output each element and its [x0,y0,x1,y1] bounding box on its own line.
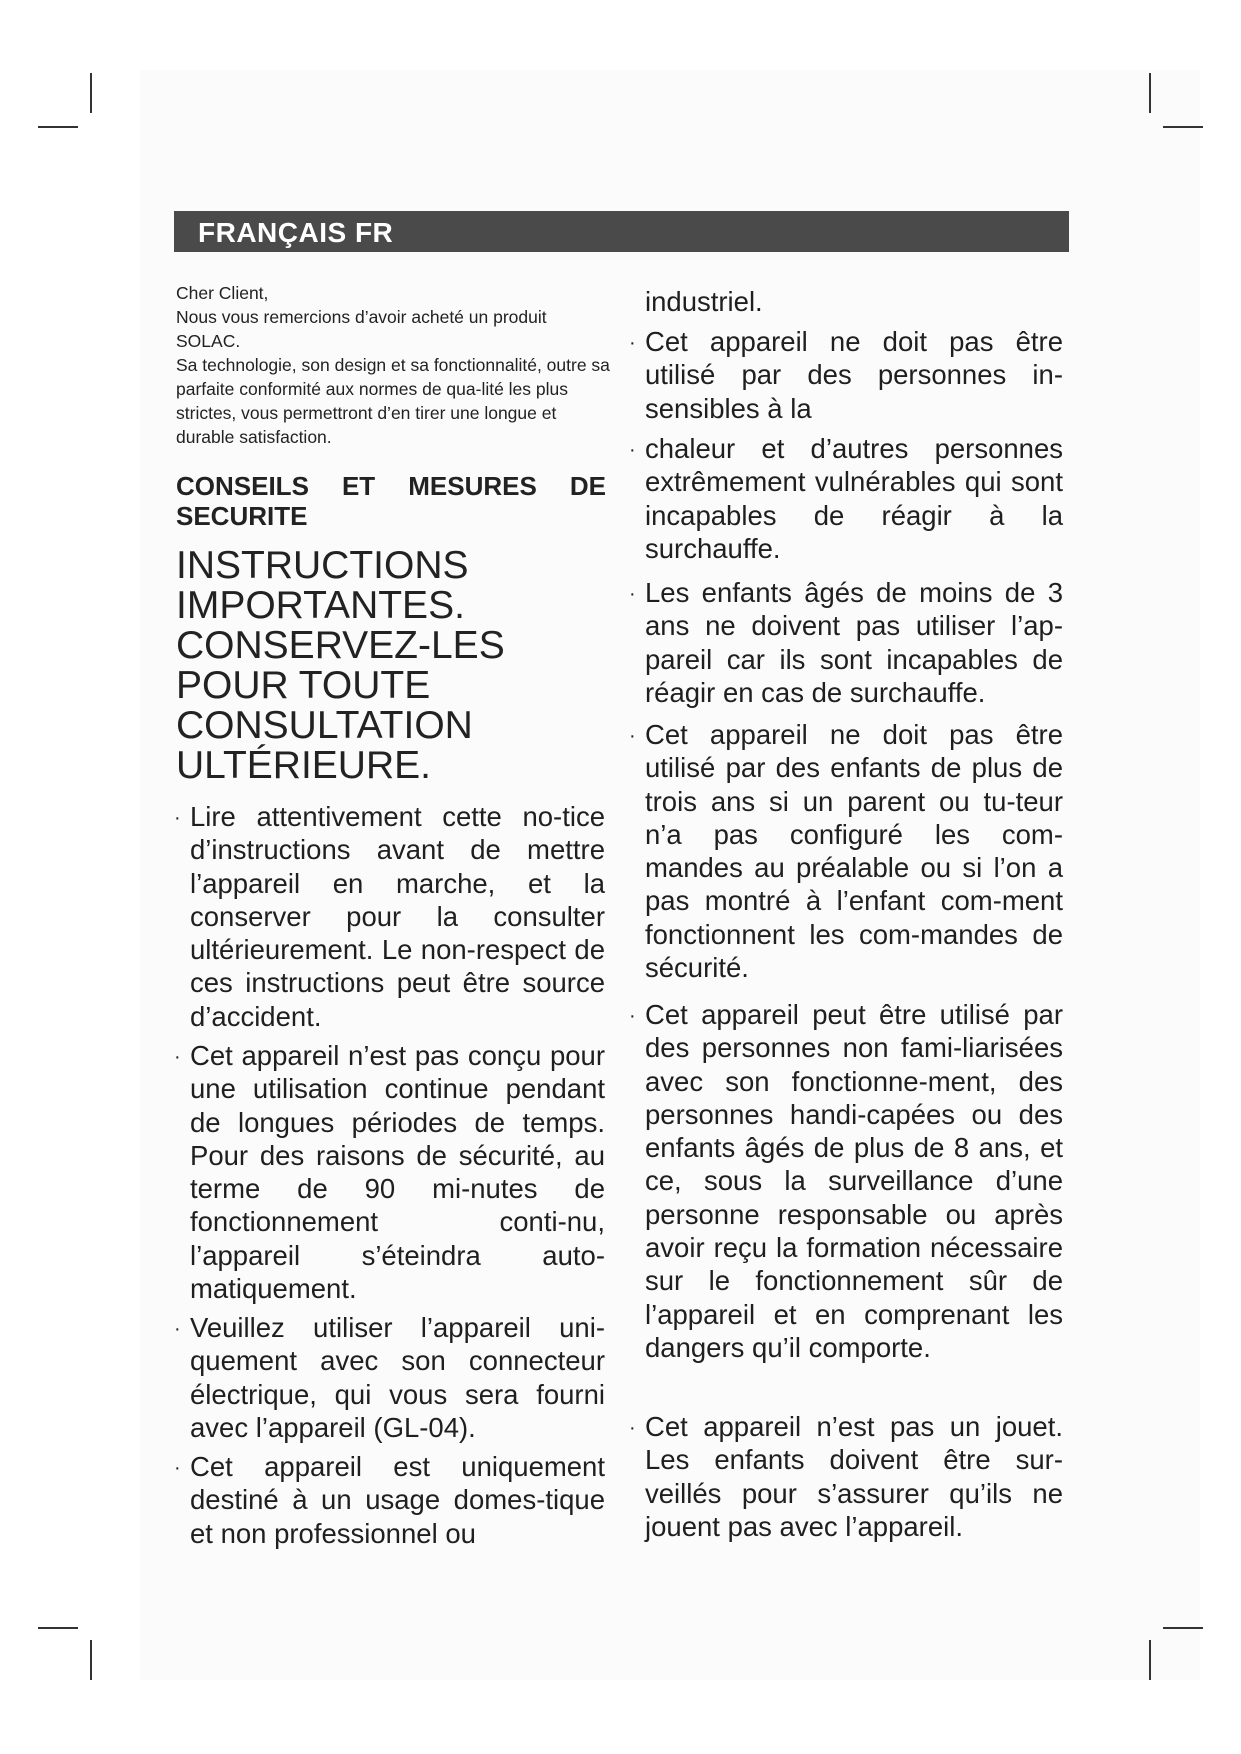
right-bullet-4-text: Cet appareil ne doit pas être utilisé par des enfants de plus de trois ans si un parent ou tu-teur n’a pas configuré les com-mandes au préalable ou si l’on a pas montré à l’enfant com-ment fonctionnent les com-mandes de sécurité. [645,719,1063,984]
bullet-mark: · [629,725,636,747]
bullet-mark: · [629,1417,636,1439]
crop-mark-bottom-right-v [1149,1640,1151,1680]
intro-text [176,281,611,449]
right-bullet-3-text: Les enfants âgés de moins de 3 ans ne doivent pas utiliser l’ap-pareil car ils sont incapables de réagir en cas de surchauffe. [645,577,1063,708]
right-bullet-5-text: Cet appareil peut être utilisé par des personnes non fami-liarisées avec son fonctionne-ment, des personnes handi-capées ou des enfants âgés de plus de 8 ans, et ce, sous la surveillance d’une personne responsable ou après avoir reçu la formation nécessaire sur le fonctionnement sûr de l’appareil et en comprenant les dangers qu’il comporte. [645,999,1063,1363]
crop-mark-bottom-left-h [38,1627,78,1629]
left-bullet-1 [174,800,605,1033]
bullet-mark: · [629,583,636,605]
safety-heading: CONSEILS ET MESURES DE SECURITE [176,471,606,531]
crop-mark-top-left-h [38,126,78,128]
bullet-mark: · [174,1318,181,1340]
left-bullet-2-text: Cet appareil n’est pas conçu pour une utilisation continue pendant de longues périodes de temps. Pour des raisons de sécurité, au terme de 90 mi-nutes de fonctionnement conti-nu, l’appareil s’éteindra auto-matiquement. [190,1040,605,1305]
bullet-mark: · [174,1046,181,1068]
intro-body: Sa technologie, son design et sa fonctionnalité, outre sa parfaite conformité aux normes de qua-lité les plus strictes, vous permettront d’en tirer une longue et durable satisfaction. [176,355,610,447]
left-bullet-1-text: Lire attentivement cette no-tice d’instructions avant de mettre l’appareil en marche, et la conserver pour la consulter ultérieurement. Le non-respect de ces instructions peut être source d’accident. [190,801,605,1032]
right-bullet-4 [629,718,1063,984]
right-bullet-1-text: Cet appareil ne doit pas être utilisé par des personnes in-sensibles à la [645,326,1063,424]
bullet-mark: · [174,807,181,829]
right-bullet-6-text: Cet appareil n’est pas un jouet. Les enfants doivent être sur-veillés pour s’assurer qu’ils ne jouent pas avec l’appareil. [645,1411,1063,1542]
left-bullet-3-text: Veuillez utiliser l’appareil uni-quement avec son connecteur électrique, qui vous sera fourni avec l’appareil (GL-04). [190,1312,605,1443]
bullet-mark: · [629,1005,636,1027]
right-bullet-3 [629,576,1063,709]
right-bullet-2 [629,432,1063,565]
bullet-mark: · [629,332,636,354]
right-bullet-5 [629,998,1063,1364]
right-continuation: industriel. [645,286,763,317]
right-bullet-2-text: chaleur et d’autres personnes extrêmement vulnérables qui sont incapables de réagir à la surchauffe. [645,433,1063,564]
left-bullet-3 [174,1311,605,1444]
intro-thanks: Nous vous remercions d’avoir acheté un produit SOLAC. [176,307,547,351]
right-bullet-6 [629,1410,1063,1543]
language-label: FRANÇAIS FR [198,217,394,248]
left-bullet-4 [174,1450,605,1550]
left-bullet-2 [174,1039,605,1305]
intro-greeting: Cher Client, [176,283,269,303]
crop-mark-top-right-v [1149,73,1151,113]
important-instructions-heading: INSTRUCTIONS IMPORTANTES. CONSERVEZ-LES POUR TOUTE CONSULTATION ULTÉRIEURE. [176,544,505,787]
crop-mark-bottom-left-v [90,1640,92,1680]
right-bullet-1 [629,325,1063,425]
crop-mark-top-right-h [1163,126,1203,128]
crop-mark-bottom-right-h [1163,1627,1203,1629]
bullet-mark: · [174,1457,181,1479]
left-bullet-4-text: Cet appareil est uniquement destiné à un usage domes-tique et non professionnel ou [190,1451,605,1549]
language-header-bar [174,211,1069,252]
crop-mark-top-left-v [90,73,92,113]
bullet-mark: · [629,439,636,461]
